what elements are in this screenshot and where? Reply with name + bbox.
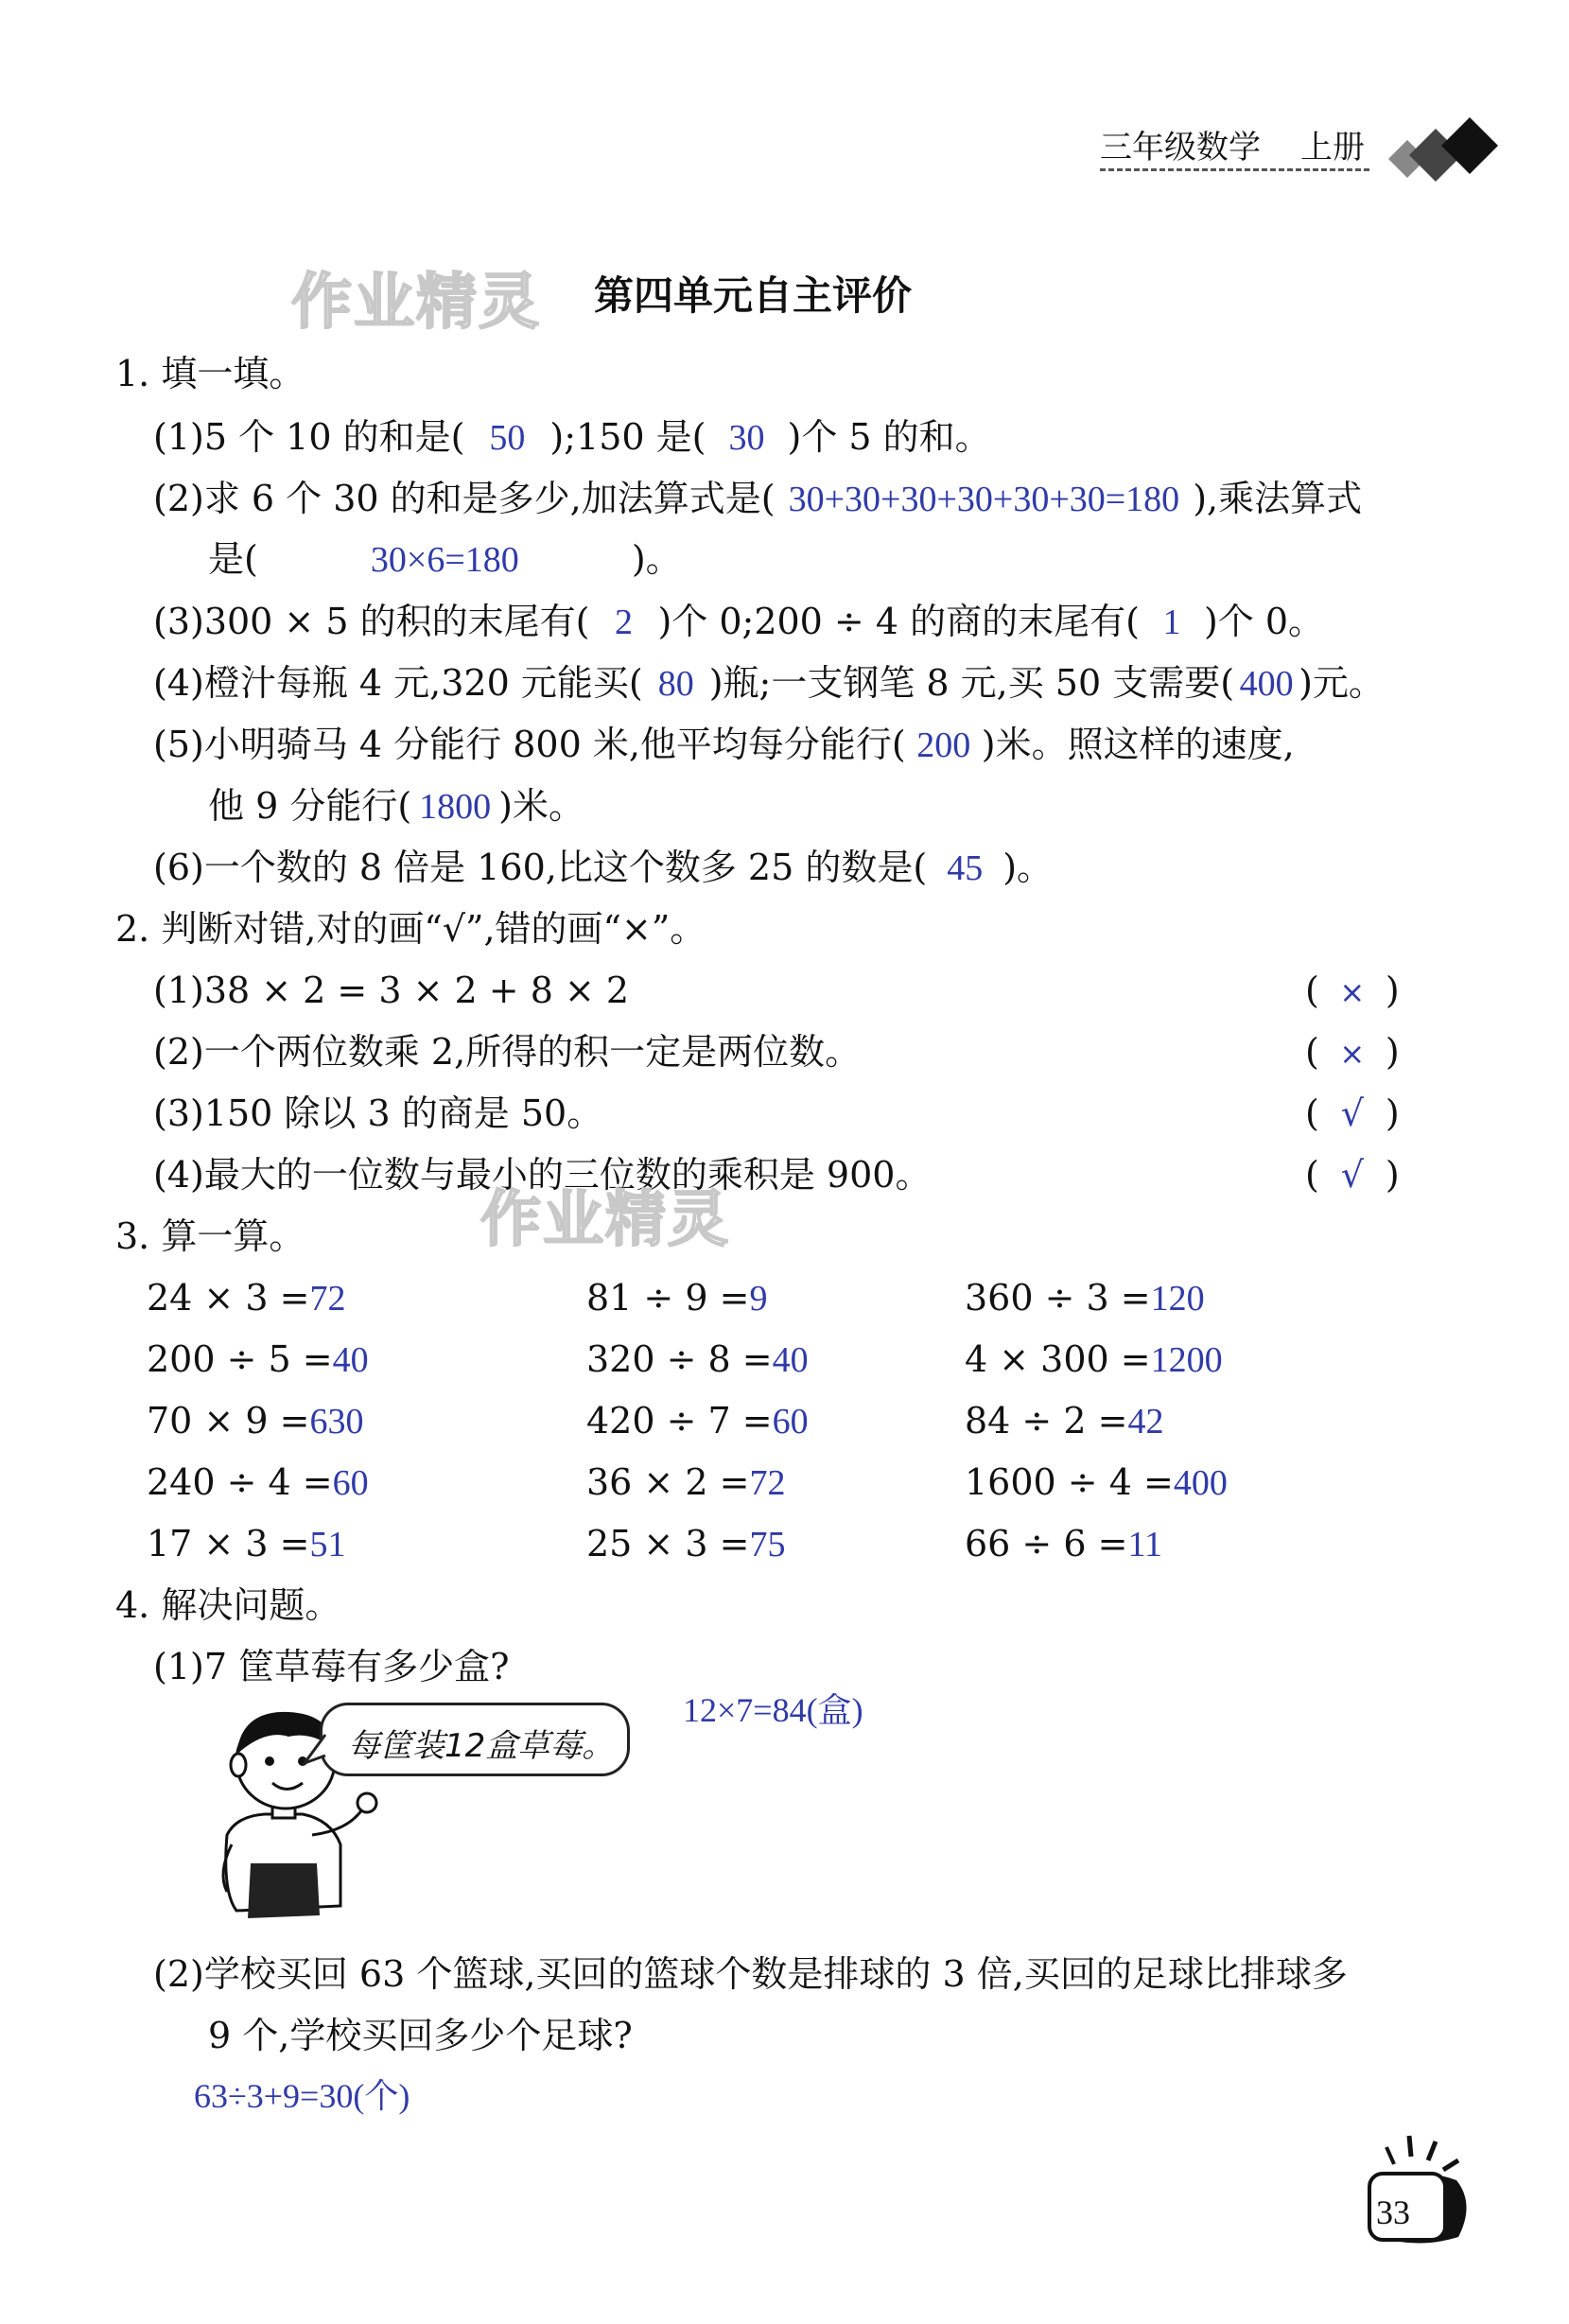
q1-6-text-a: (6)一个数的 8 倍是 160,比这个数多 25 的数是(: [153, 847, 928, 888]
calc-question: 1600 ÷ 4 =: [965, 1461, 1174, 1503]
judge-4-answer: √: [1340, 1154, 1364, 1196]
q1-2-line2: [208, 538, 682, 580]
calc-question: 36 × 2 =: [586, 1461, 750, 1503]
calc-question: 70 × 9 =: [147, 1400, 310, 1442]
judge-1-open: (: [1305, 970, 1319, 1011]
calc-question: 84 ÷ 2 =: [965, 1400, 1128, 1442]
calc-item: [147, 1277, 346, 1319]
q1-3-text-b: )个 0;200 ÷ 4 的商的末尾有(: [657, 601, 1140, 642]
calc-item: [147, 1461, 369, 1503]
problem-2-answer: 63÷3+9=30(个): [194, 2077, 410, 2115]
calc-answer: 60: [772, 1402, 809, 1442]
q1-3-text-a: (3)300 × 5 的积的末尾有(: [153, 601, 590, 642]
q1-6: [153, 849, 1053, 886]
watermark-top: 作业精灵: [291, 268, 541, 338]
calc-question: 4 × 300 =: [965, 1338, 1151, 1380]
speech-bubble-text: 每筐装12盒草莓。: [348, 1727, 615, 1765]
calc-item: [586, 1461, 786, 1503]
q1-1-text-a: (1)5 个 10 的和是(: [153, 416, 465, 458]
header-volume: 上册: [1300, 129, 1365, 166]
calc-answer: 72: [749, 1463, 786, 1503]
q1-2-text-d: )。: [631, 538, 682, 580]
q1-5-line1: [153, 726, 1295, 763]
q1-4: [153, 662, 1385, 704]
calc-answer: 9: [749, 1279, 768, 1319]
q1-4-text-b: )瓶;一支钢笔 8 元,买 50 支需要(: [708, 662, 1235, 704]
section-2-heading: 2. 判断对错,对的画“√”,错的画“×”。: [115, 908, 706, 950]
judge-4-close: ): [1385, 1154, 1400, 1196]
calc-answer: 120: [1150, 1279, 1205, 1319]
problem-1-answer: 12×7=84(盒): [683, 1691, 863, 1729]
calc-item: [965, 1277, 1205, 1319]
judge-3-answer: √: [1340, 1092, 1364, 1134]
calc-answer: 11: [1127, 1525, 1163, 1564]
judge-1-parens: [1305, 970, 1400, 1011]
judge-2-parens: [1305, 1031, 1400, 1073]
calc-item: [965, 1461, 1228, 1503]
calc-question: 360 ÷ 3 =: [965, 1277, 1151, 1319]
q1-1-answer-2: 30: [728, 418, 765, 458]
q1-4-answer-1: 80: [657, 664, 694, 704]
header-underline: [1100, 168, 1369, 171]
page-number-badge: [1352, 2128, 1485, 2251]
calc-item: [965, 1523, 1163, 1564]
q1-5-answer-1: 200: [916, 725, 971, 765]
q1-3-answer-2: 1: [1162, 603, 1181, 642]
q1-4-text-a: (4)橙汁每瓶 4 元,320 元能买(: [153, 662, 643, 704]
judge-4-open: (: [1305, 1154, 1319, 1196]
calc-item: [965, 1400, 1164, 1442]
calc-answer: 51: [309, 1525, 346, 1564]
calc-item: [586, 1277, 768, 1319]
q1-3-answer-1: 2: [614, 603, 633, 642]
q1-5-line2: [208, 785, 584, 827]
calc-answer: 42: [1127, 1402, 1164, 1442]
judge-4-parens: [1305, 1154, 1400, 1196]
judge-3-parens: [1305, 1092, 1400, 1134]
q1-3: [153, 603, 1324, 640]
calc-answer: 400: [1173, 1463, 1228, 1503]
calc-item: [586, 1338, 809, 1380]
problem-2-line2: 9 个,学校买回多少个足球?: [208, 2015, 633, 2056]
calc-answer: 60: [332, 1463, 369, 1503]
q1-2-text-c: 是(: [208, 538, 258, 580]
judge-3-open: (: [1305, 1092, 1319, 1134]
calc-question: 200 ÷ 5 =: [147, 1338, 333, 1380]
q1-2-answer-1: 30+30+30+30+30+30=180: [788, 480, 1180, 519]
q1-2-answer-2: 30×6=180: [370, 540, 519, 580]
problem-2-line1: (2)学校买回 63 个篮球,买回的篮球个数是排球的 3 倍,买回的足球比排球多: [153, 1953, 1348, 1995]
header-grade: 三年级数学: [1100, 129, 1261, 166]
calc-question: 66 ÷ 6 =: [965, 1523, 1128, 1564]
calc-answer: 40: [772, 1340, 809, 1380]
judge-3-close: ): [1385, 1092, 1400, 1134]
judge-2-answer: ×: [1339, 1036, 1366, 1072]
q1-4-answer-2: 400: [1239, 664, 1294, 704]
section-1-heading: 1. 填一填。: [115, 353, 305, 394]
q1-1-answer-1: 50: [489, 418, 526, 458]
calc-answer: 72: [309, 1279, 346, 1319]
judge-2-open: (: [1305, 1031, 1319, 1073]
calc-question: 320 ÷ 8 =: [586, 1338, 773, 1380]
q1-4-text-c: )元。: [1299, 662, 1385, 704]
judge-4-text: (4)最大的一位数与最小的三位数的乘积是 900。: [153, 1154, 932, 1196]
judge-1-close: ): [1385, 970, 1400, 1011]
q1-5-text-b: )米。照这样的速度,: [981, 724, 1295, 765]
section-4-heading: 4. 解决问题。: [115, 1584, 341, 1626]
diamond-ornament-icon: [1379, 112, 1502, 187]
judge-2-text: (2)一个两位数乘 2,所得的积一定是两位数。: [153, 1031, 862, 1073]
q1-5-text-d: )米。: [498, 785, 584, 827]
q1-1: [153, 416, 991, 458]
q1-5-text-c: 他 9 分能行(: [208, 785, 412, 827]
q1-1-text-c: )个 5 的和。: [787, 416, 991, 458]
calc-item: [965, 1338, 1223, 1380]
section-3-heading: 3. 算一算。: [115, 1215, 305, 1257]
calc-question: 240 ÷ 4 =: [147, 1461, 333, 1503]
calc-item: [147, 1338, 369, 1380]
problem-1-text: (1)7 筐草莓有多少盒?: [153, 1646, 510, 1687]
q1-5-text-a: (5)小明骑马 4 分能行 800 米,他平均每分能行(: [153, 724, 906, 765]
calc-question: 17 × 3 =: [147, 1523, 310, 1564]
calc-item: [586, 1523, 786, 1564]
calc-answer: 630: [309, 1402, 364, 1442]
calc-question: 420 ÷ 7 =: [586, 1400, 773, 1442]
judge-2-close: ): [1385, 1031, 1400, 1073]
calc-answer: 75: [749, 1525, 786, 1564]
judge-1-answer: ×: [1339, 974, 1366, 1010]
q1-6-text-b: )。: [1002, 847, 1054, 888]
q1-3-text-c: )个 0。: [1203, 601, 1325, 642]
calc-answer: 1200: [1150, 1340, 1223, 1380]
q1-1-text-b: );150 是(: [549, 416, 706, 458]
calc-answer: 40: [332, 1340, 369, 1380]
judge-3-text: (3)150 除以 3 的商是 50。: [153, 1092, 603, 1134]
q1-2-line1: [153, 478, 1363, 519]
calc-question: 81 ÷ 9 =: [586, 1277, 750, 1319]
q1-2-text-a: (2)求 6 个 30 的和是多少,加法算式是(: [153, 478, 776, 519]
speech-bubble-tail: [301, 1731, 329, 1769]
page-number: 33: [1376, 2193, 1410, 2231]
calc-item: [147, 1400, 364, 1442]
watermark-middle: 作业精灵: [480, 1185, 730, 1255]
calc-item: [147, 1523, 346, 1564]
judge-1-text: (1)38 × 2 = 3 × 2 + 8 × 2: [153, 970, 630, 1011]
q1-5-answer-2: 1800: [419, 787, 492, 827]
q1-2-text-b: ),乘法算式: [1193, 478, 1363, 519]
calc-item: [586, 1400, 809, 1442]
calc-question: 24 × 3 =: [147, 1277, 310, 1319]
page-title: 第四单元自主评价: [594, 272, 913, 319]
q1-6-answer-1: 45: [947, 848, 984, 888]
calc-question: 25 × 3 =: [586, 1523, 750, 1564]
